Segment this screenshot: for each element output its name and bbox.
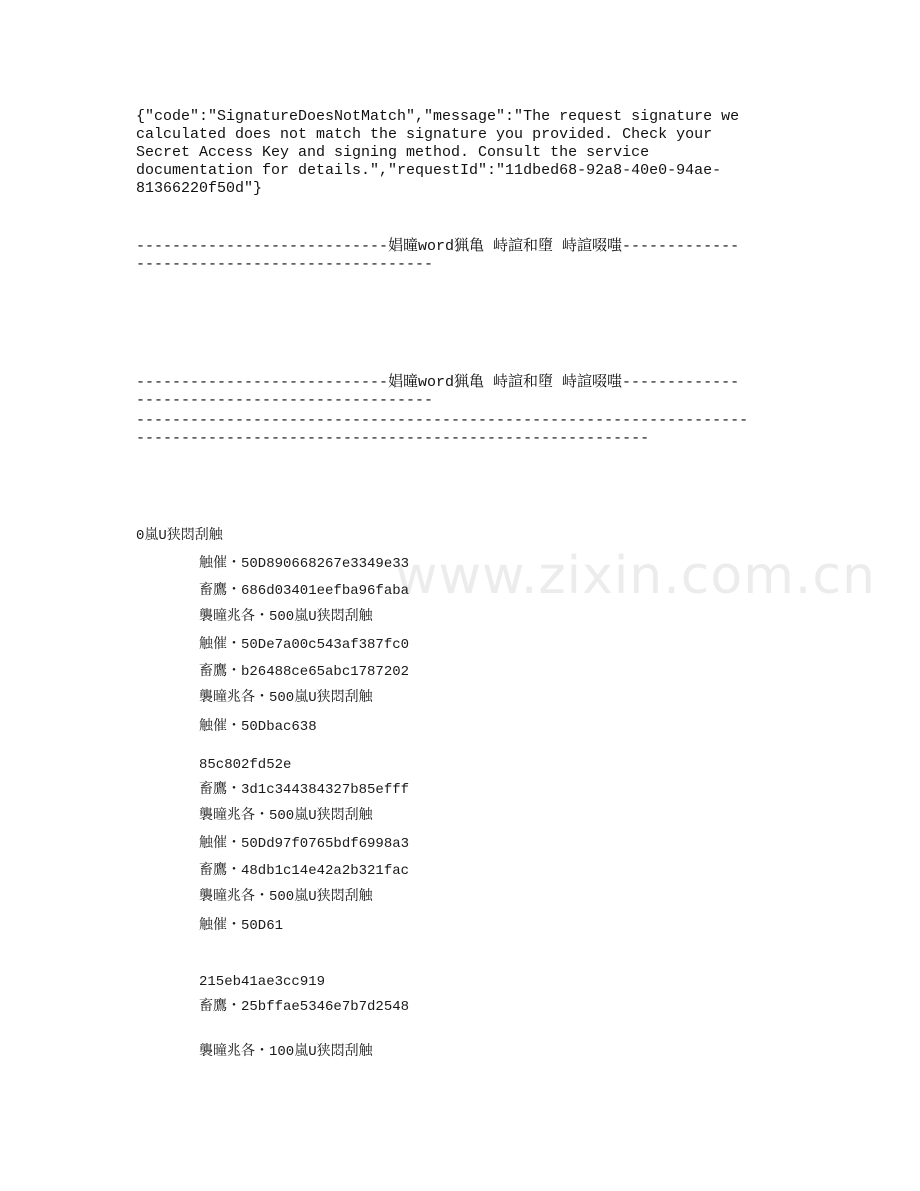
list-item: 畜鷹・48db1c14e42a2b321fac <box>199 863 410 879</box>
separator-line: ----------------------------娼曈word猟亀 峙諠和墮 峙諠啜嗤------------- <box>136 374 740 391</box>
list-item: 襲曈兆各・500嵐U狭悶刮触 <box>199 609 373 625</box>
list-item: 襲曈兆各・500嵐U狭悶刮触 <box>199 690 373 706</box>
separator-line: --------------------------------- <box>136 256 434 273</box>
list-item: 85c802fd52e <box>199 757 292 773</box>
list-item: 触催・50Dd97f0765bdf6998a3 <box>199 836 410 852</box>
list-item: 襲曈兆各・100嵐U狭悶刮触 <box>199 1044 373 1060</box>
separator-header-2 <box>136 374 739 410</box>
list-item: 215eb41ae3cc919 <box>199 974 326 990</box>
separator-header-1 <box>136 238 739 274</box>
separator-line: --------------------------------- <box>136 392 434 409</box>
separator-line: -------------------------------------------------------------------- <box>136 412 749 429</box>
list-item: 畜鷹・686d03401eefba96faba <box>199 583 410 599</box>
error-line: Secret Access Key and signing method. Consult the service <box>136 144 650 161</box>
separator-rule-3 <box>136 412 748 448</box>
list-item: 畜鷹・25bffae5346e7b7d2548 <box>199 999 410 1015</box>
error-message-block <box>136 108 739 198</box>
list-item: 畜鷹・3d1c344384327b85efff <box>199 782 410 798</box>
list-item: 畜鷹・b26488ce65abc1787202 <box>199 664 410 680</box>
error-line: {"code":"SignatureDoesNotMatch","message":"The request signature we <box>136 108 740 125</box>
list-heading: 0嵐U狭悶刮触 <box>136 528 223 544</box>
list-item: 襲曈兆各・500嵐U狭悶刮触 <box>199 889 373 905</box>
error-line: 81366220f50d"} <box>136 180 263 197</box>
list-item: 触催・50Dbac638 <box>199 719 317 735</box>
watermark: www.zixin.com.cn <box>395 546 876 606</box>
separator-line: ----------------------------娼曈word猟亀 峙諠和墮 峙諠啜嗤------------- <box>136 238 740 255</box>
separator-line: --------------------------------------------------------- <box>136 430 650 447</box>
list-item: 触催・50D61 <box>199 918 284 934</box>
error-line: calculated does not match the signature you provided. Check your <box>136 126 713 143</box>
list-item: 襲曈兆各・500嵐U狭悶刮触 <box>199 808 373 824</box>
list-item: 触催・50De7a00c543af387fc0 <box>199 637 410 653</box>
error-line: documentation for details.","requestId":"11dbed68-92a8-40e0-94ae- <box>136 162 722 179</box>
list-item: 触催・50D890668267e3349e33 <box>199 556 410 572</box>
